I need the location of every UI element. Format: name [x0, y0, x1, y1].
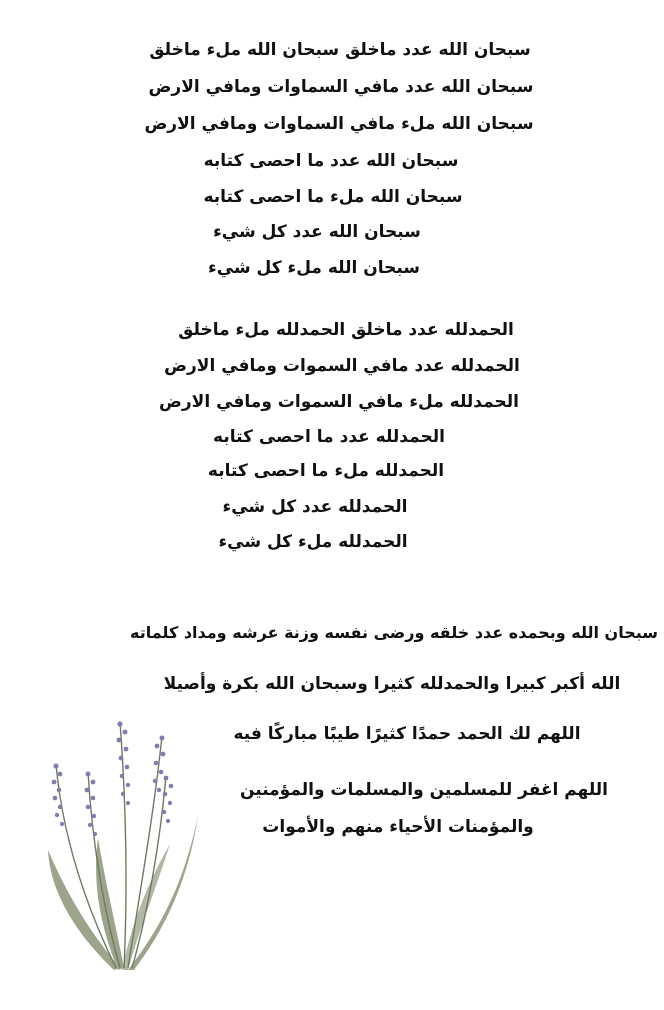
tasbih-line-2: سبحان الله عدد مافي السماوات ومافي الارض [148, 77, 534, 97]
tasbih-line-3: سبحان الله ملء مافي السماوات ومافي الارض [144, 114, 534, 134]
tasbih-line-6: سبحان الله عدد كل شيء [213, 222, 421, 242]
dua-line-4: اللهم اغفر للمسلمين والمسلمات والمؤمنين [239, 780, 609, 800]
tasbih-line-5: سبحان الله ملء ما احصى كتابه [203, 187, 463, 207]
tahmid-line-6: الحمدلله عدد كل شيء [222, 497, 408, 517]
dua-line-3: اللهم لك الحمد حمدًا كثيرًا طيبًا مباركًا فيه [233, 724, 581, 744]
tahmid-line-4: الحمدلله عدد ما احصى كتابه [213, 427, 445, 447]
tasbih-line-1: سبحان الله عدد ماخلق سبحان الله ملء ماخلق [149, 40, 531, 60]
lavender-plant-icon [36, 712, 216, 974]
dua-line-2: الله أكبر كبيرا والحمدلله كثيرا وسبحان الله بكرة وأصيلا [163, 674, 621, 694]
dua-line-5: والمؤمنات الأحياء منهم والأموات [262, 817, 534, 837]
tahmid-line-2: الحمدلله عدد مافي السموات ومافي الارض [164, 356, 520, 376]
tahmid-line-3: الحمدلله ملء مافي السموات ومافي الارض [159, 392, 519, 412]
tasbih-line-7: سبحان الله ملء كل شيء [208, 258, 420, 278]
tasbih-line-4: سبحان الله عدد ما احصى كتابه [203, 151, 459, 171]
dua-line-1: سبحان الله وبحمده عدد خلقه ورضى نفسه وزنة عرشه ومداد كلماته [129, 623, 659, 642]
tahmid-line-5: الحمدلله ملء ما احصى كتابه [207, 461, 445, 481]
tahmid-line-7: الحمدلله ملء كل شيء [218, 532, 408, 552]
tahmid-line-1: الحمدلله عدد ماخلق الحمدلله ملء ماخلق [178, 320, 514, 340]
